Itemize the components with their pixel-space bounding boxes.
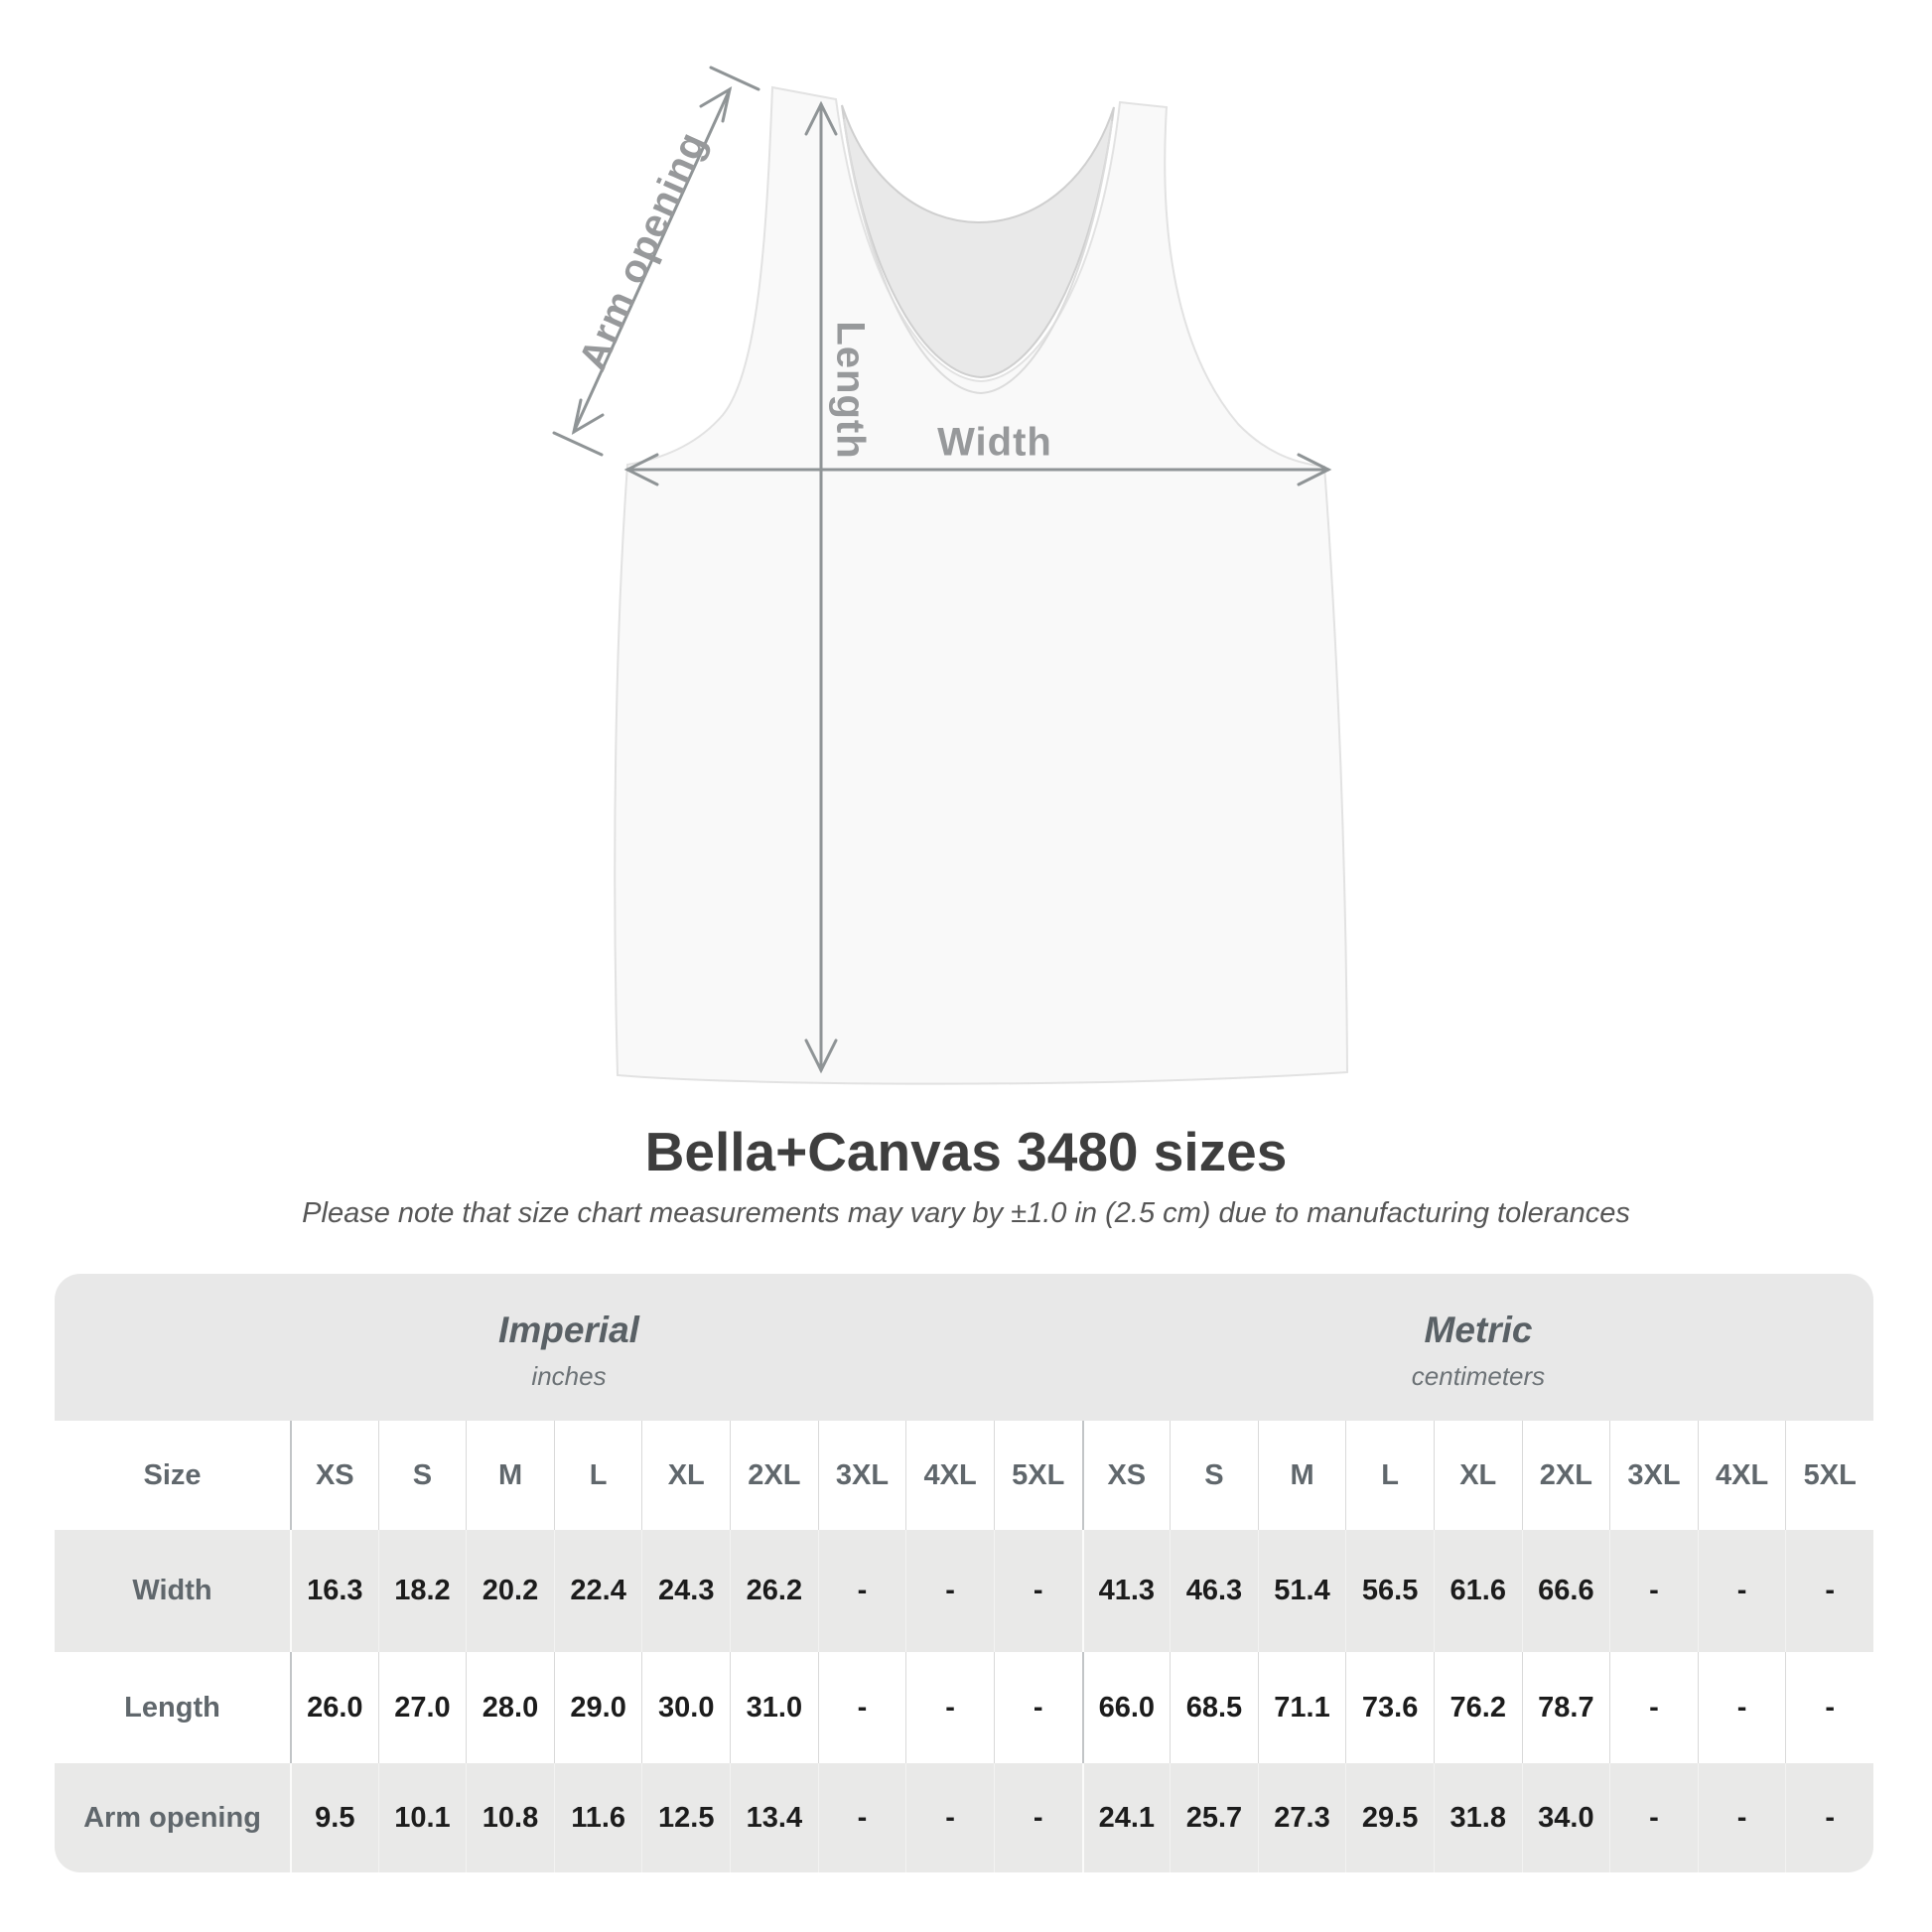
- imperial-unit: inches: [531, 1360, 607, 1391]
- metric-header: [1083, 1274, 1873, 1421]
- value-cell: -: [1785, 1763, 1873, 1872]
- value-cell: 24.1: [1082, 1763, 1171, 1872]
- value-cell: 73.6: [1345, 1652, 1434, 1763]
- imperial-size-header: L: [554, 1421, 642, 1530]
- value-cell: 9.5: [290, 1763, 378, 1872]
- value-cell: 24.3: [641, 1530, 730, 1652]
- value-cell: 16.3: [290, 1530, 378, 1652]
- value-cell: -: [1698, 1763, 1786, 1872]
- imperial-header: [55, 1274, 1083, 1421]
- value-cell: 26.2: [730, 1530, 818, 1652]
- metric-size-header: XL: [1434, 1421, 1522, 1530]
- value-cell: 46.3: [1170, 1530, 1258, 1652]
- value-cell: 66.6: [1522, 1530, 1610, 1652]
- page-title: Bella+Canvas 3480 sizes: [644, 1121, 1288, 1182]
- metric-size-header: 4XL: [1698, 1421, 1786, 1530]
- imperial-size-header: 3XL: [818, 1421, 906, 1530]
- metric-size-header: 2XL: [1522, 1421, 1610, 1530]
- value-cell: -: [1785, 1652, 1873, 1763]
- width-label: Width: [937, 420, 1052, 465]
- size-header-cell: Size: [55, 1421, 290, 1530]
- metric-title: Metric: [1424, 1309, 1533, 1350]
- row-label: Width: [55, 1530, 290, 1652]
- unit-band: [55, 1274, 1873, 1421]
- value-cell: 66.0: [1082, 1652, 1171, 1763]
- value-cell: 31.8: [1434, 1763, 1522, 1872]
- tolerance-note: Please note that size chart measurements may vary by ±1.0 in (2.5 cm) due to manufacturing tolerances: [302, 1197, 1630, 1229]
- metric-size-header: M: [1258, 1421, 1346, 1530]
- value-cell: 51.4: [1258, 1530, 1346, 1652]
- value-cell: 26.0: [290, 1652, 378, 1763]
- value-cell: 20.2: [466, 1530, 554, 1652]
- imperial-size-header: 2XL: [730, 1421, 818, 1530]
- value-cell: 30.0: [641, 1652, 730, 1763]
- value-cell: -: [1609, 1652, 1698, 1763]
- value-cell: -: [994, 1652, 1082, 1763]
- value-cell: -: [1698, 1530, 1786, 1652]
- value-cell: -: [905, 1763, 994, 1872]
- size-table: [55, 1274, 1873, 1872]
- value-cell: 10.1: [378, 1763, 467, 1872]
- value-cell: -: [994, 1763, 1082, 1872]
- arm-opening-label: Arm opening: [571, 125, 716, 377]
- value-cell: 28.0: [466, 1652, 554, 1763]
- metric-unit: centimeters: [1411, 1360, 1546, 1391]
- value-cell: 71.1: [1258, 1652, 1346, 1763]
- value-cell: -: [994, 1530, 1082, 1652]
- metric-size-header: 3XL: [1609, 1421, 1698, 1530]
- imperial-title: Imperial: [498, 1309, 639, 1350]
- value-cell: -: [1785, 1530, 1873, 1652]
- value-cell: -: [905, 1652, 994, 1763]
- imperial-size-header: XL: [641, 1421, 730, 1530]
- metric-size-header: S: [1170, 1421, 1258, 1530]
- length-label: Length: [828, 321, 873, 460]
- value-cell: 76.2: [1434, 1652, 1522, 1763]
- metric-size-header: L: [1345, 1421, 1434, 1530]
- value-cell: 56.5: [1345, 1530, 1434, 1652]
- row-label: Length: [55, 1652, 290, 1763]
- imperial-size-header: 5XL: [994, 1421, 1082, 1530]
- row-label: Arm opening: [55, 1763, 290, 1872]
- title-block: [0, 1120, 1932, 1230]
- metric-size-header: XS: [1082, 1421, 1171, 1530]
- value-cell: 29.5: [1345, 1763, 1434, 1872]
- imperial-size-header: XS: [290, 1421, 378, 1530]
- value-cell: -: [818, 1652, 906, 1763]
- value-cell: 10.8: [466, 1763, 554, 1872]
- value-cell: 41.3: [1082, 1530, 1171, 1652]
- value-cell: 22.4: [554, 1530, 642, 1652]
- value-cell: 12.5: [641, 1763, 730, 1872]
- value-cell: -: [1698, 1652, 1786, 1763]
- value-cell: 11.6: [554, 1763, 642, 1872]
- value-cell: 29.0: [554, 1652, 642, 1763]
- value-cell: 18.2: [378, 1530, 467, 1652]
- value-cell: -: [1609, 1530, 1698, 1652]
- value-cell: 68.5: [1170, 1652, 1258, 1763]
- value-cell: -: [818, 1763, 906, 1872]
- value-cell: 31.0: [730, 1652, 818, 1763]
- imperial-size-header: S: [378, 1421, 467, 1530]
- value-cell: 13.4: [730, 1763, 818, 1872]
- value-cell: 25.7: [1170, 1763, 1258, 1872]
- value-cell: 61.6: [1434, 1530, 1522, 1652]
- value-cell: -: [905, 1530, 994, 1652]
- metric-size-header: 5XL: [1785, 1421, 1873, 1530]
- value-cell: -: [818, 1530, 906, 1652]
- value-cell: 78.7: [1522, 1652, 1610, 1763]
- value-cell: 27.3: [1258, 1763, 1346, 1872]
- value-cell: 27.0: [378, 1652, 467, 1763]
- imperial-size-header: M: [466, 1421, 554, 1530]
- value-cell: -: [1609, 1763, 1698, 1872]
- value-cell: 34.0: [1522, 1763, 1610, 1872]
- size-table-grid: [55, 1421, 1873, 1872]
- imperial-size-header: 4XL: [905, 1421, 994, 1530]
